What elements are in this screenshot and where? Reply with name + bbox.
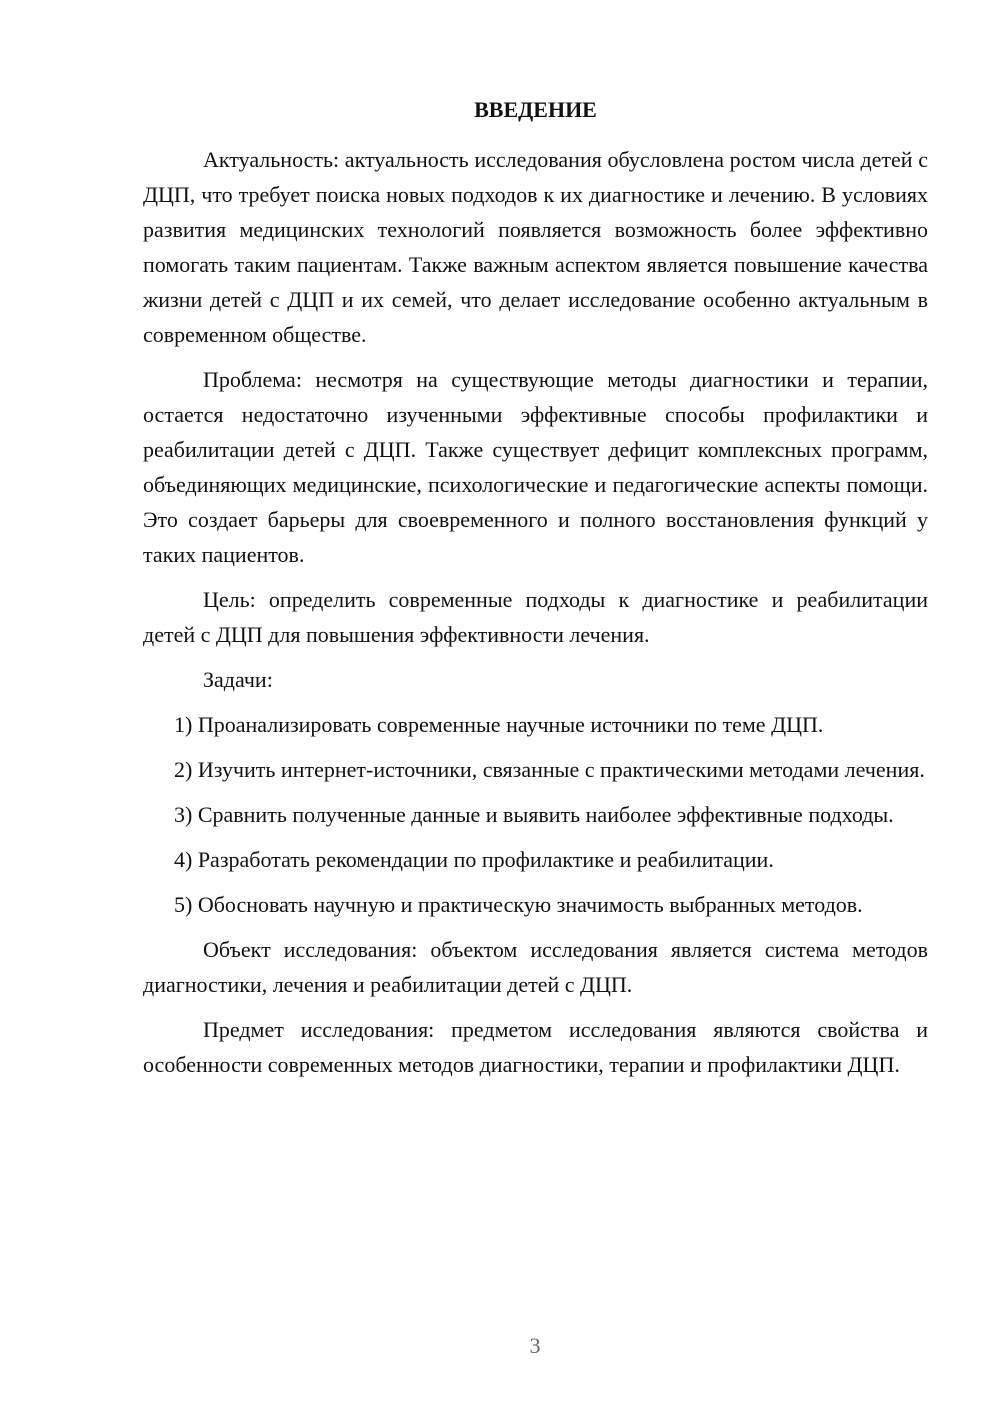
task-item: 5) Обосновать научную и практическую значимость выбранных методов.: [174, 892, 863, 917]
object-paragraph: Объект исследования: объектом исследования является система методов диагностики, лечения и реабилитации детей с ДЦП.: [143, 937, 928, 997]
task-item: 1) Проанализировать современные научные источники по теме ДЦП.: [174, 712, 824, 737]
document-page: [143, 95, 928, 1092]
subject-paragraph: Предмет исследования: предметом исследования являются свойства и особенности современных методов диагностики, терапии и профилактики ДЦП.: [143, 1017, 928, 1077]
task-item: 2) Изучить интернет-источники, связанные с практическими методами лечения.: [174, 757, 925, 782]
task-item: 3) Сравнить полученные данные и выявить наиболее эффективные подходы.: [174, 802, 894, 827]
goal-paragraph: Цель: определить современные подходы к диагностике и реабилитации детей с ДЦП для повышения эффективности лечения.: [143, 587, 928, 647]
task-item: 4) Разработать рекомендации по профилактике и реабилитации.: [174, 847, 774, 872]
problem-paragraph: Проблема: несмотря на существующие методы диагностики и терапии, остается недостаточно изученными эффективные способы профилактики и реабилитации детей с ДЦП. Также существует дефицит комплексных программ, объединяющих медицинские, психологические и педагогические аспекты помощи. Это создает барьеры для своевременного и полного восстановления функций у таких пациентов.: [143, 367, 928, 567]
section-title: ВВЕДЕНИЕ: [474, 97, 597, 122]
relevance-paragraph: Актуальность: актуальность исследования обусловлена ростом числа детей с ДЦП, что требует поиска новых подходов к их диагностике и лечению. В условиях развития медицинских технологий появляется возможность более эффективно помогать таким пациентам. Также важным аспектом является повышение качества жизни детей с ДЦП и их семей, что делает исследование особенно актуальным в современном обществе.: [143, 147, 928, 347]
tasks-label: Задачи:: [203, 667, 273, 692]
page-number: 3: [529, 1333, 541, 1358]
